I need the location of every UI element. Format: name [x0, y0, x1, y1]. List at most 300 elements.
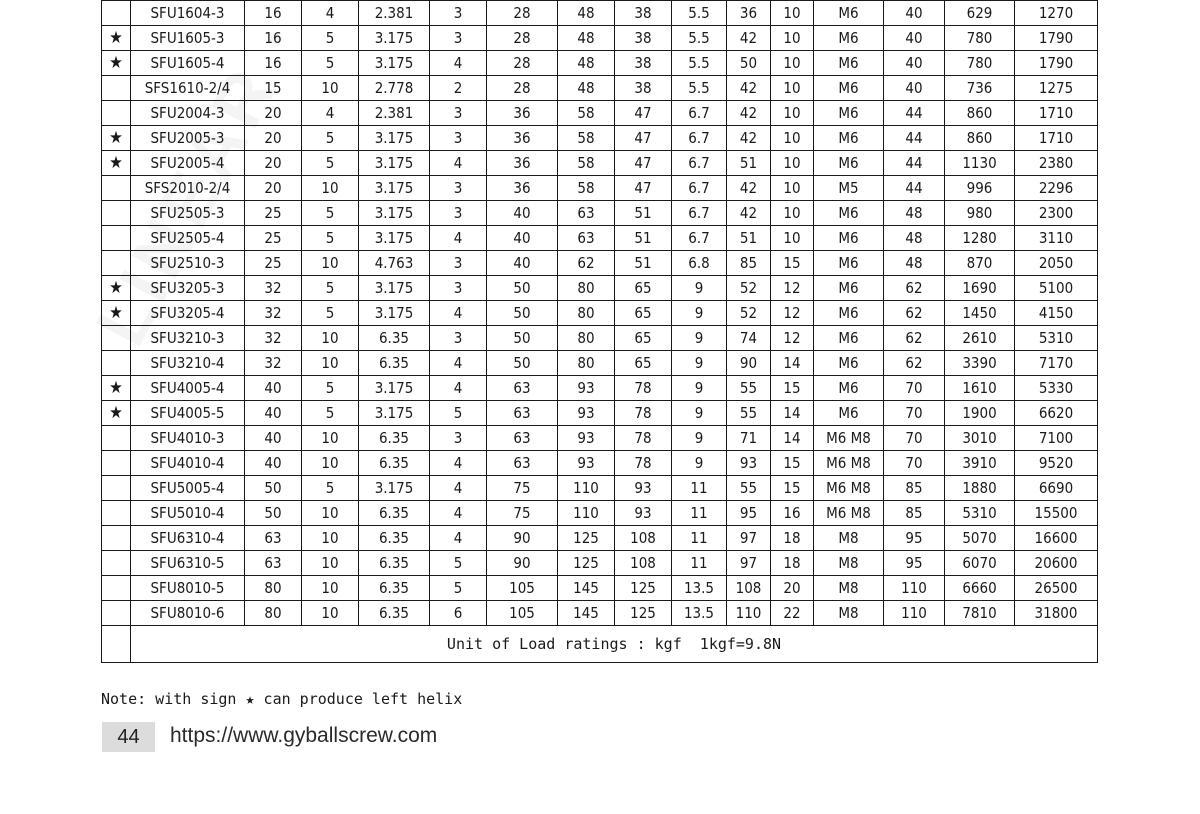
spec-value-cell: 14: [771, 426, 814, 451]
spec-value-cell: 110: [884, 601, 945, 626]
spec-value-cell: 95: [884, 551, 945, 576]
spec-value-cell: 42: [727, 126, 771, 151]
table-row: [102, 276, 1098, 301]
spec-value-cell: 38: [615, 1, 672, 26]
spec-value-cell: M6: [814, 376, 884, 401]
spec-value-cell: 860: [945, 101, 1015, 126]
spec-value-cell: 10: [302, 601, 359, 626]
spec-value-cell: 6070: [945, 551, 1015, 576]
spec-value-cell: 80: [245, 576, 302, 601]
spec-value-cell: 31800: [1015, 601, 1098, 626]
website-url: https://www.gyballscrew.com: [170, 724, 438, 747]
spec-value-cell: 780: [945, 51, 1015, 76]
spec-value-cell: 10: [302, 176, 359, 201]
spec-value-cell: 1710: [1015, 101, 1098, 126]
spec-value-cell: 80: [558, 276, 615, 301]
spec-value-cell: 145: [558, 576, 615, 601]
spec-value-cell: 75: [487, 501, 558, 526]
left-helix-note: Note: with sign ★ can produce left helix: [101, 690, 463, 708]
spec-value-cell: 125: [558, 526, 615, 551]
spec-value-cell: 7810: [945, 601, 1015, 626]
left-helix-star-cell: [102, 226, 131, 251]
spec-value-cell: 36: [487, 176, 558, 201]
spec-value-cell: 95: [727, 501, 771, 526]
spec-value-cell: 9: [672, 326, 727, 351]
spec-value-cell: 3.175: [359, 401, 430, 426]
spec-value-cell: 10: [302, 76, 359, 101]
left-helix-star-cell: [102, 426, 131, 451]
spec-value-cell: 38: [615, 76, 672, 101]
spec-value-cell: 40: [884, 51, 945, 76]
spec-value-cell: 48: [558, 26, 615, 51]
left-helix-star-cell: [102, 451, 131, 476]
spec-value-cell: 62: [884, 351, 945, 376]
spec-value-cell: 32: [245, 326, 302, 351]
spec-value-cell: 110: [558, 501, 615, 526]
spec-value-cell: 20: [245, 151, 302, 176]
spec-value-cell: 16: [245, 1, 302, 26]
spec-value-cell: 9: [672, 451, 727, 476]
spec-value-cell: 108: [727, 576, 771, 601]
spec-value-cell: 110: [558, 476, 615, 501]
spec-value-cell: 51: [615, 201, 672, 226]
model-cell: SFS2010-2/4: [131, 176, 245, 201]
spec-value-cell: 110: [884, 576, 945, 601]
left-helix-star-cell: [102, 1, 131, 26]
spec-value-cell: 5: [430, 401, 487, 426]
left-helix-star-cell: [102, 351, 131, 376]
spec-value-cell: 16: [771, 501, 814, 526]
spec-value-cell: 16: [245, 51, 302, 76]
spec-value-cell: 71: [727, 426, 771, 451]
model-cell: SFU3205-3: [131, 276, 245, 301]
spec-value-cell: 6.7: [672, 126, 727, 151]
spec-value-cell: 26500: [1015, 576, 1098, 601]
spec-value-cell: 63: [245, 526, 302, 551]
spec-value-cell: 36: [487, 151, 558, 176]
spec-value-cell: 15: [771, 251, 814, 276]
spec-value-cell: 1690: [945, 276, 1015, 301]
spec-value-cell: 97: [727, 551, 771, 576]
spec-value-cell: 12: [771, 326, 814, 351]
spec-value-cell: 40: [487, 226, 558, 251]
spec-value-cell: M6: [814, 76, 884, 101]
spec-value-cell: 85: [884, 476, 945, 501]
spec-value-cell: 52: [727, 301, 771, 326]
spec-value-cell: 1790: [1015, 51, 1098, 76]
spec-value-cell: 10: [771, 176, 814, 201]
spec-value-cell: 93: [558, 376, 615, 401]
spec-value-cell: 70: [884, 376, 945, 401]
spec-value-cell: 42: [727, 26, 771, 51]
spec-value-cell: 62: [884, 276, 945, 301]
spec-value-cell: 20: [245, 126, 302, 151]
spec-value-cell: 6.7: [672, 151, 727, 176]
spec-value-cell: 3: [430, 126, 487, 151]
spec-value-cell: 10: [302, 251, 359, 276]
table-row: [102, 326, 1098, 351]
spec-value-cell: 6.35: [359, 326, 430, 351]
spec-value-cell: 5100: [1015, 276, 1098, 301]
model-cell: SFU1605-3: [131, 26, 245, 51]
spec-value-cell: 105: [487, 601, 558, 626]
spec-value-cell: 2610: [945, 326, 1015, 351]
spec-value-cell: 15: [771, 376, 814, 401]
spec-value-cell: 18: [771, 526, 814, 551]
spec-value-cell: 11: [672, 476, 727, 501]
spec-value-cell: 93: [615, 476, 672, 501]
spec-value-cell: 58: [558, 176, 615, 201]
spec-value-cell: 9: [672, 426, 727, 451]
spec-value-cell: M6: [814, 126, 884, 151]
spec-value-cell: 38: [615, 51, 672, 76]
spec-value-cell: 62: [884, 301, 945, 326]
spec-value-cell: 58: [558, 101, 615, 126]
spec-value-cell: 5: [302, 401, 359, 426]
spec-value-cell: 20: [771, 576, 814, 601]
spec-value-cell: 10: [771, 101, 814, 126]
table-row: [102, 526, 1098, 551]
spec-value-cell: 40: [245, 426, 302, 451]
spec-value-cell: 55: [727, 401, 771, 426]
table-row: [102, 101, 1098, 126]
left-helix-star-cell: ★: [102, 126, 131, 151]
left-helix-star-cell: [102, 101, 131, 126]
spec-value-cell: 93: [727, 451, 771, 476]
left-helix-star-cell: ★: [102, 26, 131, 51]
spec-value-cell: 15: [771, 451, 814, 476]
model-cell: SFU1604-3: [131, 1, 245, 26]
spec-value-cell: 4: [302, 1, 359, 26]
spec-value-cell: 74: [727, 326, 771, 351]
table-row: [102, 26, 1098, 51]
spec-value-cell: 5.5: [672, 76, 727, 101]
spec-value-cell: M6: [814, 351, 884, 376]
spec-value-cell: 4.763: [359, 251, 430, 276]
model-cell: SFU3210-3: [131, 326, 245, 351]
spec-value-cell: 2.381: [359, 101, 430, 126]
unit-note: Unit of Load ratings : kgf 1kgf=9.8N: [131, 626, 1098, 663]
table-row: [102, 376, 1098, 401]
spec-value-cell: 3910: [945, 451, 1015, 476]
spec-value-cell: 55: [727, 376, 771, 401]
spec-value-cell: 4: [430, 376, 487, 401]
model-cell: SFU2004-3: [131, 101, 245, 126]
spec-value-cell: 48: [884, 251, 945, 276]
spec-value-cell: 65: [615, 301, 672, 326]
spec-value-cell: 6.35: [359, 551, 430, 576]
left-helix-star-cell: ★: [102, 401, 131, 426]
spec-value-cell: 6620: [1015, 401, 1098, 426]
spec-value-cell: 1900: [945, 401, 1015, 426]
spec-value-cell: 4: [430, 526, 487, 551]
spec-value-cell: M6: [814, 101, 884, 126]
spec-value-cell: 2380: [1015, 151, 1098, 176]
spec-value-cell: 4: [430, 451, 487, 476]
model-cell: SFU4005-5: [131, 401, 245, 426]
spec-value-cell: 4150: [1015, 301, 1098, 326]
spec-value-cell: M6: [814, 226, 884, 251]
spec-value-cell: M6: [814, 401, 884, 426]
spec-value-cell: 1880: [945, 476, 1015, 501]
table-row: [102, 176, 1098, 201]
spec-value-cell: M6: [814, 201, 884, 226]
spec-value-cell: 80: [558, 301, 615, 326]
spec-value-cell: 125: [558, 551, 615, 576]
spec-value-cell: 40: [245, 376, 302, 401]
spec-value-cell: 4: [430, 351, 487, 376]
table-row: [102, 351, 1098, 376]
spec-value-cell: 1710: [1015, 126, 1098, 151]
spec-value-cell: 63: [487, 451, 558, 476]
spec-value-cell: 4: [302, 101, 359, 126]
spec-value-cell: 40: [487, 201, 558, 226]
table-row: [102, 551, 1098, 576]
spec-value-cell: 2: [430, 76, 487, 101]
spec-value-cell: 5: [302, 201, 359, 226]
spec-value-cell: 4: [430, 226, 487, 251]
spec-value-cell: 4: [430, 476, 487, 501]
spec-value-cell: 93: [558, 426, 615, 451]
spec-value-cell: 14: [771, 351, 814, 376]
spec-value-cell: 3.175: [359, 126, 430, 151]
model-cell: SFU3205-4: [131, 301, 245, 326]
spec-value-cell: 63: [245, 551, 302, 576]
spec-value-cell: 85: [727, 251, 771, 276]
spec-value-cell: 15: [245, 76, 302, 101]
spec-value-cell: 5: [430, 551, 487, 576]
spec-value-cell: 10: [302, 351, 359, 376]
spec-value-cell: 3: [430, 426, 487, 451]
model-cell: SFU6310-5: [131, 551, 245, 576]
spec-value-cell: 736: [945, 76, 1015, 101]
left-helix-star-cell: [102, 76, 131, 101]
spec-value-cell: 110: [727, 601, 771, 626]
spec-value-cell: 36: [487, 126, 558, 151]
spec-value-cell: 42: [727, 176, 771, 201]
spec-value-cell: 47: [615, 176, 672, 201]
spec-value-cell: 18: [771, 551, 814, 576]
spec-value-cell: 62: [884, 326, 945, 351]
model-cell: SFU8010-5: [131, 576, 245, 601]
spec-value-cell: 2.381: [359, 1, 430, 26]
table-row: [102, 501, 1098, 526]
spec-value-cell: 93: [615, 501, 672, 526]
spec-value-cell: 75: [487, 476, 558, 501]
spec-value-cell: 42: [727, 101, 771, 126]
spec-value-cell: 3: [430, 26, 487, 51]
spec-value-cell: 996: [945, 176, 1015, 201]
spec-value-cell: 47: [615, 101, 672, 126]
ballscrew-spec-table: [101, 0, 1098, 663]
model-cell: SFU8010-6: [131, 601, 245, 626]
unit-row: [102, 626, 1098, 663]
spec-value-cell: 93: [558, 451, 615, 476]
spec-value-cell: 42: [727, 76, 771, 101]
spec-value-cell: 15: [771, 476, 814, 501]
table-row: [102, 301, 1098, 326]
spec-value-cell: 51: [615, 251, 672, 276]
spec-value-cell: 50: [245, 476, 302, 501]
spec-value-cell: M6: [814, 151, 884, 176]
left-helix-star-cell: ★: [102, 51, 131, 76]
spec-value-cell: 51: [615, 226, 672, 251]
spec-value-cell: 52: [727, 276, 771, 301]
spec-value-cell: 20: [245, 176, 302, 201]
spec-value-cell: 44: [884, 151, 945, 176]
spec-value-cell: 3.175: [359, 476, 430, 501]
table-row: [102, 576, 1098, 601]
spec-value-cell: 16600: [1015, 526, 1098, 551]
spec-value-cell: 9520: [1015, 451, 1098, 476]
spec-value-cell: 3.175: [359, 151, 430, 176]
spec-value-cell: 7170: [1015, 351, 1098, 376]
spec-value-cell: 10: [771, 126, 814, 151]
model-cell: SFU5005-4: [131, 476, 245, 501]
spec-value-cell: 5070: [945, 526, 1015, 551]
spec-value-cell: M6: [814, 276, 884, 301]
table-row: [102, 476, 1098, 501]
spec-value-cell: 1275: [1015, 76, 1098, 101]
spec-value-cell: 6.35: [359, 451, 430, 476]
spec-value-cell: 85: [884, 501, 945, 526]
spec-value-cell: 5: [302, 51, 359, 76]
spec-value-cell: 3: [430, 176, 487, 201]
spec-value-cell: 32: [245, 301, 302, 326]
spec-value-cell: 5: [302, 226, 359, 251]
spec-value-cell: 40: [487, 251, 558, 276]
spec-value-cell: 6.35: [359, 501, 430, 526]
model-cell: SFU2005-4: [131, 151, 245, 176]
spec-value-cell: M6: [814, 251, 884, 276]
spec-value-cell: 1450: [945, 301, 1015, 326]
spec-value-cell: 51: [727, 226, 771, 251]
spec-value-cell: 80: [245, 601, 302, 626]
spec-value-cell: 9: [672, 376, 727, 401]
spec-value-cell: 11: [672, 501, 727, 526]
spec-value-cell: 80: [558, 326, 615, 351]
spec-value-cell: M6: [814, 26, 884, 51]
spec-table-body: [102, 1, 1098, 626]
spec-value-cell: 6.35: [359, 576, 430, 601]
table-row: [102, 51, 1098, 76]
spec-value-cell: 10: [771, 226, 814, 251]
spec-value-cell: 105: [487, 576, 558, 601]
spec-value-cell: 40: [884, 76, 945, 101]
spec-value-cell: 40: [245, 451, 302, 476]
spec-value-cell: 4: [430, 151, 487, 176]
spec-value-cell: 14: [771, 401, 814, 426]
spec-value-cell: 10: [302, 576, 359, 601]
spec-value-cell: M8: [814, 526, 884, 551]
spec-value-cell: 44: [884, 101, 945, 126]
spec-value-cell: 32: [245, 276, 302, 301]
table-row: [102, 426, 1098, 451]
spec-value-cell: 50: [487, 351, 558, 376]
spec-value-cell: 20: [245, 101, 302, 126]
spec-value-cell: 62: [558, 251, 615, 276]
spec-value-cell: 25: [245, 251, 302, 276]
spec-value-cell: 90: [727, 351, 771, 376]
spec-value-cell: 3.175: [359, 226, 430, 251]
spec-value-cell: 145: [558, 601, 615, 626]
spec-value-cell: 40: [884, 26, 945, 51]
spec-value-cell: 11: [672, 526, 727, 551]
spec-value-cell: 15500: [1015, 501, 1098, 526]
spec-value-cell: 9: [672, 301, 727, 326]
unit-row-blank-cell: [102, 626, 131, 663]
left-helix-star-cell: [102, 476, 131, 501]
table-row: [102, 251, 1098, 276]
spec-value-cell: 36: [727, 1, 771, 26]
spec-value-cell: 48: [558, 76, 615, 101]
left-helix-star-cell: [102, 601, 131, 626]
spec-value-cell: 2300: [1015, 201, 1098, 226]
spec-value-cell: 3: [430, 251, 487, 276]
table-row: [102, 201, 1098, 226]
spec-value-cell: 125: [615, 576, 672, 601]
spec-value-cell: 95: [884, 526, 945, 551]
spec-value-cell: 6660: [945, 576, 1015, 601]
spec-value-cell: 70: [884, 401, 945, 426]
spec-value-cell: 10: [771, 201, 814, 226]
spec-value-cell: 3010: [945, 426, 1015, 451]
spec-value-cell: 50: [727, 51, 771, 76]
spec-value-cell: 6.7: [672, 226, 727, 251]
spec-value-cell: 3: [430, 276, 487, 301]
table-row: [102, 76, 1098, 101]
spec-value-cell: 980: [945, 201, 1015, 226]
spec-value-cell: 2296: [1015, 176, 1098, 201]
table-row: [102, 151, 1098, 176]
spec-value-cell: 40: [245, 401, 302, 426]
spec-value-cell: 48: [884, 201, 945, 226]
spec-value-cell: 5.5: [672, 1, 727, 26]
spec-value-cell: 3: [430, 326, 487, 351]
spec-value-cell: 2050: [1015, 251, 1098, 276]
spec-value-cell: 97: [727, 526, 771, 551]
spec-value-cell: 10: [771, 51, 814, 76]
spec-value-cell: M6: [814, 51, 884, 76]
model-cell: SFU2505-3: [131, 201, 245, 226]
spec-value-cell: 3.175: [359, 301, 430, 326]
table-row: [102, 451, 1098, 476]
spec-value-cell: 28: [487, 26, 558, 51]
spec-value-cell: 9: [672, 351, 727, 376]
left-helix-star-cell: [102, 251, 131, 276]
spec-value-cell: 65: [615, 326, 672, 351]
spec-value-cell: 860: [945, 126, 1015, 151]
spec-value-cell: 5: [302, 276, 359, 301]
left-helix-star-cell: ★: [102, 301, 131, 326]
spec-value-cell: 5.5: [672, 26, 727, 51]
model-cell: SFU2510-3: [131, 251, 245, 276]
spec-value-cell: 10: [771, 1, 814, 26]
spec-value-cell: 58: [558, 151, 615, 176]
spec-value-cell: 3: [430, 201, 487, 226]
spec-value-cell: 50: [487, 301, 558, 326]
spec-value-cell: 108: [615, 551, 672, 576]
spec-value-cell: 70: [884, 451, 945, 476]
spec-value-cell: M6 M8: [814, 476, 884, 501]
spec-value-cell: 4: [430, 501, 487, 526]
spec-value-cell: M6 M8: [814, 501, 884, 526]
spec-value-cell: 55: [727, 476, 771, 501]
spec-value-cell: 125: [615, 601, 672, 626]
spec-value-cell: 5310: [945, 501, 1015, 526]
spec-value-cell: 10: [771, 26, 814, 51]
table-row: [102, 226, 1098, 251]
